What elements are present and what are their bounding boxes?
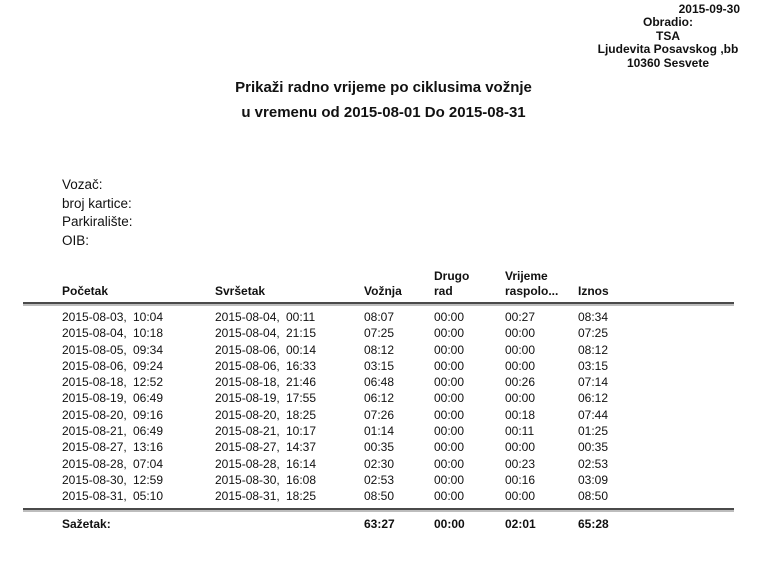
table-row <box>23 488 734 504</box>
svrsetak-time: 21:15 <box>286 326 317 341</box>
table-row <box>23 309 734 325</box>
filter-labels <box>62 176 133 250</box>
svrsetak-time: 18:25 <box>286 407 317 422</box>
drugo-rad-cell: 00:00 <box>434 358 465 373</box>
table-row <box>23 342 734 358</box>
pocetak-date: 2015-08-20, <box>62 407 127 422</box>
drugo-rad-cell: 00:00 <box>434 391 465 406</box>
pocetak-time: 13:16 <box>133 440 164 455</box>
pocetak-time: 05:10 <box>133 489 164 504</box>
vrijeme-raspolozivo-cell: 00:23 <box>505 456 536 471</box>
prepared-by-label: Obradio: <box>643 15 693 29</box>
prepared-by-value: TSA <box>656 28 680 43</box>
summary-divider-line <box>23 508 734 512</box>
voznja-cell: 07:26 <box>364 407 395 422</box>
work-time-table <box>23 265 734 532</box>
svrsetak-time: 16:08 <box>286 472 317 487</box>
driver-label: Vozač: <box>62 177 103 192</box>
pocetak-date: 2015-08-21, <box>62 424 127 439</box>
parking-label: Parkiralište: <box>62 214 133 230</box>
card-number-label: broj kartice: <box>62 195 132 211</box>
summary-row <box>23 516 734 532</box>
svrsetak-date: 2015-08-06, <box>215 342 280 357</box>
voznja-cell: 08:07 <box>364 310 395 324</box>
drugo-rad-cell: 00:00 <box>434 310 465 324</box>
drugo-rad-cell: 00:00 <box>434 407 465 422</box>
vrijeme-raspolozivo-cell: 00:00 <box>505 342 536 357</box>
prepared-by-block <box>588 16 748 71</box>
col-header-drugo-rad-line1: Drugo <box>434 269 470 283</box>
voznja-cell: 02:53 <box>364 472 395 487</box>
svrsetak-time: 14:37 <box>286 440 317 455</box>
pocetak-date: 2015-08-03, <box>62 310 127 324</box>
address-line-1: Ljudevita Posavskog ,bb <box>597 42 739 57</box>
svrsetak-date: 2015-08-21, <box>215 424 280 439</box>
voznja-cell: 08:12 <box>364 342 395 357</box>
voznja-cell: 01:14 <box>364 424 395 439</box>
table-body <box>23 306 734 508</box>
vrijeme-raspolozivo-cell: 00:26 <box>505 375 536 390</box>
svrsetak-time: 10:17 <box>286 424 317 439</box>
summary-voznja: 63:27 <box>364 516 395 531</box>
col-header-pocetak: Početak <box>62 284 109 298</box>
drugo-rad-cell: 00:00 <box>434 424 465 439</box>
pocetak-time: 12:52 <box>133 375 164 390</box>
table-row <box>23 456 734 472</box>
voznja-cell: 06:12 <box>364 391 395 406</box>
iznos-cell: 07:14 <box>578 375 609 390</box>
col-header-vrijeme-raspolozivo <box>505 269 578 299</box>
pocetak-date: 2015-08-06, <box>62 358 127 373</box>
svrsetak-date: 2015-08-20, <box>215 407 280 422</box>
svrsetak-date: 2015-08-19, <box>215 391 280 406</box>
svrsetak-time: 17:55 <box>286 391 317 406</box>
svrsetak-date: 2015-08-27, <box>215 440 280 455</box>
drugo-rad-cell: 00:00 <box>434 472 465 487</box>
svrsetak-date: 2015-08-06, <box>215 358 280 373</box>
voznja-cell: 02:30 <box>364 456 395 471</box>
pocetak-time: 09:24 <box>133 358 164 373</box>
pocetak-date: 2015-08-18, <box>62 375 127 390</box>
svrsetak-time: 00:11 <box>286 310 316 324</box>
drugo-rad-cell: 00:00 <box>434 489 465 504</box>
summary-drugo-rad: 00:00 <box>434 516 465 531</box>
table-row <box>23 472 734 488</box>
pocetak-date: 2015-08-30, <box>62 472 127 487</box>
table-row <box>23 325 734 341</box>
svrsetak-date: 2015-08-28, <box>215 456 280 471</box>
iznos-cell: 02:53 <box>578 456 609 471</box>
pocetak-time: 06:49 <box>133 391 164 406</box>
col-header-iznos: Iznos <box>578 284 609 298</box>
col-header-vrijeme-line2: raspolo... <box>505 284 559 298</box>
vrijeme-raspolozivo-cell: 00:00 <box>505 440 536 455</box>
vrijeme-raspolozivo-cell: 00:00 <box>505 358 536 373</box>
pocetak-date: 2015-08-31, <box>62 489 127 504</box>
col-header-vrijeme-line1: Vrijeme <box>505 269 548 283</box>
vrijeme-raspolozivo-cell: 00:00 <box>505 489 536 504</box>
table-row <box>23 390 734 406</box>
table-row <box>23 374 734 390</box>
iznos-cell: 06:12 <box>578 391 609 406</box>
table-row <box>23 439 734 455</box>
vrijeme-raspolozivo-cell: 00:11 <box>505 424 535 439</box>
pocetak-date: 2015-08-27, <box>62 440 127 455</box>
pocetak-time: 06:49 <box>133 424 164 439</box>
vrijeme-raspolozivo-cell: 00:18 <box>505 407 536 422</box>
summary-iznos: 65:28 <box>578 516 609 531</box>
drugo-rad-cell: 00:00 <box>434 440 465 455</box>
summary-label: Sažetak: <box>62 516 111 531</box>
col-header-svrsetak: Svršetak <box>215 284 266 298</box>
svrsetak-time: 00:14 <box>286 342 317 357</box>
summary-vrijeme-raspolozivo: 02:01 <box>505 516 536 531</box>
voznja-cell: 00:35 <box>364 440 395 455</box>
iznos-cell: 03:09 <box>578 472 609 487</box>
iznos-cell: 01:25 <box>578 424 609 439</box>
pocetak-time: 09:16 <box>133 407 164 422</box>
svrsetak-time: 18:25 <box>286 489 317 504</box>
iznos-cell: 07:25 <box>578 326 609 341</box>
report-title-line2: u vremenu od 2015-08-01 Do 2015-08-31 <box>241 104 526 121</box>
svrsetak-date: 2015-08-31, <box>215 489 280 504</box>
pocetak-time: 07:04 <box>133 456 164 471</box>
table-header-row <box>23 265 734 302</box>
address-line-2: 10360 Sesvete <box>626 56 710 71</box>
vrijeme-raspolozivo-cell: 00:00 <box>505 326 536 341</box>
voznja-cell: 06:48 <box>364 375 395 390</box>
svrsetak-time: 16:14 <box>286 456 317 471</box>
voznja-cell: 07:25 <box>364 326 395 341</box>
table-row <box>23 407 734 423</box>
drugo-rad-cell: 00:00 <box>434 456 465 471</box>
table-row <box>23 358 734 374</box>
pocetak-time: 09:34 <box>133 342 164 357</box>
report-date: 2015-09-30 <box>678 2 740 16</box>
iznos-cell: 03:15 <box>578 358 609 373</box>
svrsetak-time: 16:33 <box>286 358 317 373</box>
pocetak-date: 2015-08-04, <box>62 326 127 341</box>
report-title <box>0 75 767 125</box>
pocetak-time: 10:04 <box>133 310 164 324</box>
iznos-cell: 08:50 <box>578 489 609 504</box>
svrsetak-date: 2015-08-30, <box>215 472 280 487</box>
iznos-cell: 07:44 <box>578 407 609 422</box>
col-header-voznja: Vožnja <box>364 284 402 298</box>
col-header-drugo-rad <box>434 269 505 299</box>
pocetak-date: 2015-08-19, <box>62 391 127 406</box>
svrsetak-date: 2015-08-18, <box>215 375 280 390</box>
voznja-cell: 03:15 <box>364 358 395 373</box>
iznos-cell: 00:35 <box>578 440 609 455</box>
svrsetak-date: 2015-08-04, <box>215 310 280 324</box>
vrijeme-raspolozivo-cell: 00:16 <box>505 472 536 487</box>
report-title-line1: Prikaži radno vrijeme po ciklusima vožnje <box>235 79 532 96</box>
vrijeme-raspolozivo-cell: 00:27 <box>505 310 536 324</box>
vrijeme-raspolozivo-cell: 00:00 <box>505 391 536 406</box>
table-row <box>23 423 734 439</box>
oib-label: OIB: <box>62 232 90 248</box>
pocetak-date: 2015-08-05, <box>62 342 127 357</box>
svrsetak-time: 21:46 <box>286 375 317 390</box>
drugo-rad-cell: 00:00 <box>434 375 465 390</box>
iznos-cell: 08:12 <box>578 342 609 357</box>
iznos-cell: 08:34 <box>578 310 609 324</box>
drugo-rad-cell: 00:00 <box>434 342 465 357</box>
drugo-rad-cell: 00:00 <box>434 326 465 341</box>
pocetak-time: 12:59 <box>133 472 164 487</box>
col-header-drugo-rad-line2: rad <box>434 284 453 298</box>
pocetak-date: 2015-08-28, <box>62 456 127 471</box>
pocetak-time: 10:18 <box>133 326 164 341</box>
voznja-cell: 08:50 <box>364 489 395 504</box>
svrsetak-date: 2015-08-04, <box>215 326 280 341</box>
